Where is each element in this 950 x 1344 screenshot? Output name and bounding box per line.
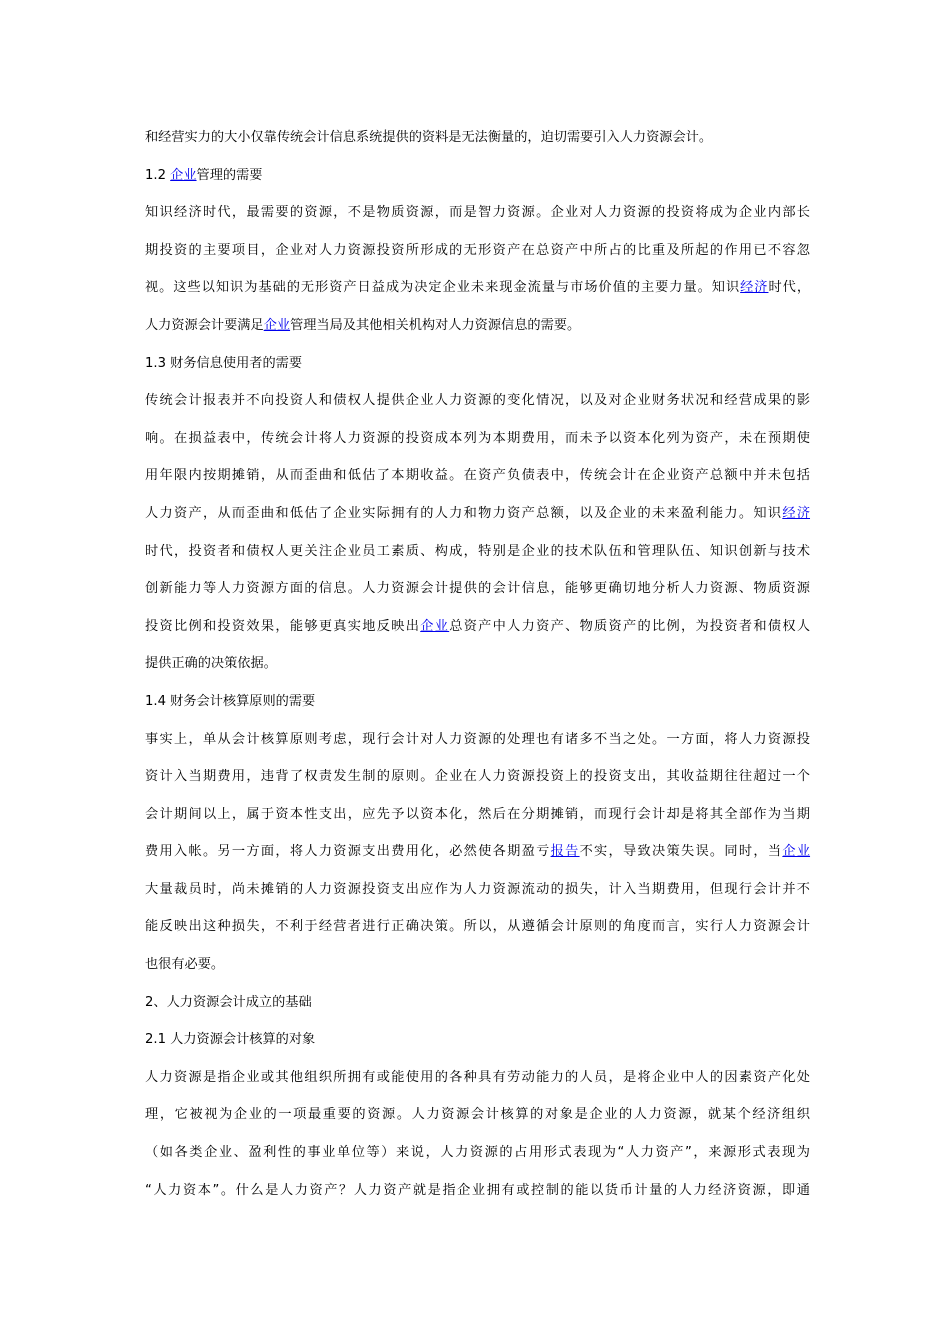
text-segment: 管理当局及其他相关机构对人力资源信息的需要。 bbox=[290, 317, 581, 333]
keyword-link[interactable]: 经济 bbox=[740, 280, 769, 296]
keyword-link[interactable]: 企业 bbox=[420, 618, 450, 634]
text-line bbox=[145, 608, 810, 646]
keyword-link[interactable]: 企业 bbox=[782, 844, 811, 860]
text-line bbox=[145, 570, 810, 608]
text-line bbox=[145, 796, 810, 834]
text-line bbox=[145, 871, 810, 909]
text-segment: 1.4 财务会计核算原则的需要 bbox=[145, 693, 316, 709]
text-segment: 创新能力等人力资源方面的信息。人力资源会计提供的会计信息，能够更确切地分析人力资源、物质资源 bbox=[145, 581, 810, 597]
text-segment: 传统会计报表并不向投资人和债权人提供企业人力资源的变化情况，以及对企业财务状况和经营成果的影 bbox=[145, 393, 810, 409]
text-segment: （如各类企业、盈利性的事业单位等）来说，人力资源的占用形式表现为“人力资产”，来源形式表现为 bbox=[145, 1145, 810, 1161]
text-segment: 会计期间以上，属于资本性支出，应先予以资本化，然后在分期摊销，而现行会计却是将其全部作为当期 bbox=[145, 806, 810, 822]
text-line bbox=[145, 1059, 810, 1097]
text-segment: 也很有必要。 bbox=[145, 957, 225, 973]
text-line bbox=[145, 495, 810, 533]
text-line bbox=[145, 946, 810, 984]
text-line bbox=[145, 345, 810, 383]
text-segment: 期投资的主要项目，企业对人力资源投资所形成的无形资产在总资产中所占的比重及所起的作用已不容忽 bbox=[145, 242, 810, 258]
text-line bbox=[145, 269, 810, 307]
text-segment: 用年限内按期摊销，从而歪曲和低估了本期收益。在资产负债表中，传统会计在企业资产总额中并未包括 bbox=[145, 468, 810, 484]
text-segment: 人力资产，从而歪曲和低估了企业实际拥有的人力和物力资产总额，以及企业的未来盈利能力。知识 bbox=[145, 505, 783, 521]
text-line bbox=[145, 119, 810, 157]
text-line bbox=[145, 1096, 810, 1134]
text-segment: 响。在损益表中，传统会计将人力资源的投资成本列为本期费用，而未予以资本化列为资产，未在预期使 bbox=[145, 430, 810, 446]
text-line bbox=[145, 1021, 810, 1059]
text-segment: “人力资本”。什么是人力资产？人力资产就是指企业拥有或控制的能以货币计量的人力经济资源，即通 bbox=[145, 1182, 810, 1198]
text-segment: 不实，导致决策失误。同时，当 bbox=[579, 844, 783, 860]
text-line bbox=[145, 908, 810, 946]
text-line bbox=[145, 533, 810, 571]
text-segment: 投资比例和投资效果，能够更真实地反映出 bbox=[145, 618, 421, 634]
text-line bbox=[145, 721, 810, 759]
text-line bbox=[145, 382, 810, 420]
text-line bbox=[145, 984, 810, 1022]
text-segment: 提供正确的决策依据。 bbox=[145, 656, 277, 672]
text-line bbox=[145, 457, 810, 495]
text-segment: 人力资源是指企业或其他组织所拥有或能使用的各种具有劳动能力的人员，是将企业中人的因素资产化处 bbox=[145, 1069, 810, 1085]
keyword-link[interactable]: 企业 bbox=[263, 317, 291, 333]
text-segment: 知识经济时代，最需要的资源，不是物质资源，而是智力资源。企业对人力资源的投资将成为企业内部长 bbox=[145, 205, 810, 221]
text-segment: 1.2 bbox=[145, 167, 171, 183]
text-segment: 理，它被视为企业的一项最重要的资源。人力资源会计核算的对象是企业的人力资源，就某个经济组织 bbox=[145, 1107, 810, 1123]
keyword-link[interactable]: 经济 bbox=[782, 505, 811, 521]
document-body bbox=[145, 119, 810, 1209]
text-segment: 2.1 人力资源会计核算的对象 bbox=[145, 1032, 316, 1048]
text-line bbox=[145, 758, 810, 796]
text-segment: 1.3 财务信息使用者的需要 bbox=[145, 355, 303, 371]
text-segment: 能反映出这种损失，不利于经营者进行正确决策。所以，从遵循会计原则的角度而言，实行人力资源会计 bbox=[145, 919, 810, 935]
text-segment: 资计入当期费用，违背了权责发生制的原则。企业在人力资源投资上的投资支出，其收益期往往超过一个 bbox=[145, 769, 810, 785]
text-line bbox=[145, 645, 810, 683]
text-line bbox=[145, 194, 810, 232]
keyword-link[interactable]: 报告 bbox=[550, 844, 580, 860]
text-line bbox=[145, 157, 810, 195]
text-line bbox=[145, 307, 810, 345]
text-segment: 管理的需要 bbox=[196, 167, 263, 183]
text-segment: 时代， bbox=[768, 280, 811, 296]
text-segment: 2、人力资源会计成立的基础 bbox=[145, 994, 312, 1010]
text-segment: 事实上，单从会计核算原则考虑，现行会计对人力资源的处理也有诸多不当之处。一方面，将人力资源投 bbox=[145, 731, 810, 747]
text-line bbox=[145, 232, 810, 270]
text-segment: 和经营实力的大小仅靠传统会计信息系统提供的资料是无法衡量的，迫切需要引入人力资源会计。 bbox=[145, 130, 713, 145]
text-segment: 费用入帐。另一方面，将人力资源支出费用化，必然使各期盈亏 bbox=[145, 844, 551, 860]
keyword-link[interactable]: 企业 bbox=[170, 167, 197, 183]
text-line bbox=[145, 833, 810, 871]
text-segment: 大量裁员时，尚未摊销的人力资源投资支出应作为人力资源流动的损失，计入当期费用，但现行会计并不 bbox=[145, 881, 810, 897]
text-segment: 视。这些以知识为基础的无形资产日益成为决定企业未来现金流量与市场价值的主要力量。知识 bbox=[145, 280, 741, 296]
text-segment: 人力资源会计要满足 bbox=[145, 317, 264, 333]
text-line bbox=[145, 1134, 810, 1172]
text-segment: 总资产中人力资产、物质资产的比例，为投资者和债权人 bbox=[449, 618, 811, 634]
text-line bbox=[145, 1172, 810, 1210]
text-line bbox=[145, 683, 810, 721]
text-segment: 时代，投资者和债权人更关注企业员工素质、构成，特别是企业的技术队伍和管理队伍、知识创新与技术 bbox=[145, 543, 810, 559]
text-line bbox=[145, 420, 810, 458]
